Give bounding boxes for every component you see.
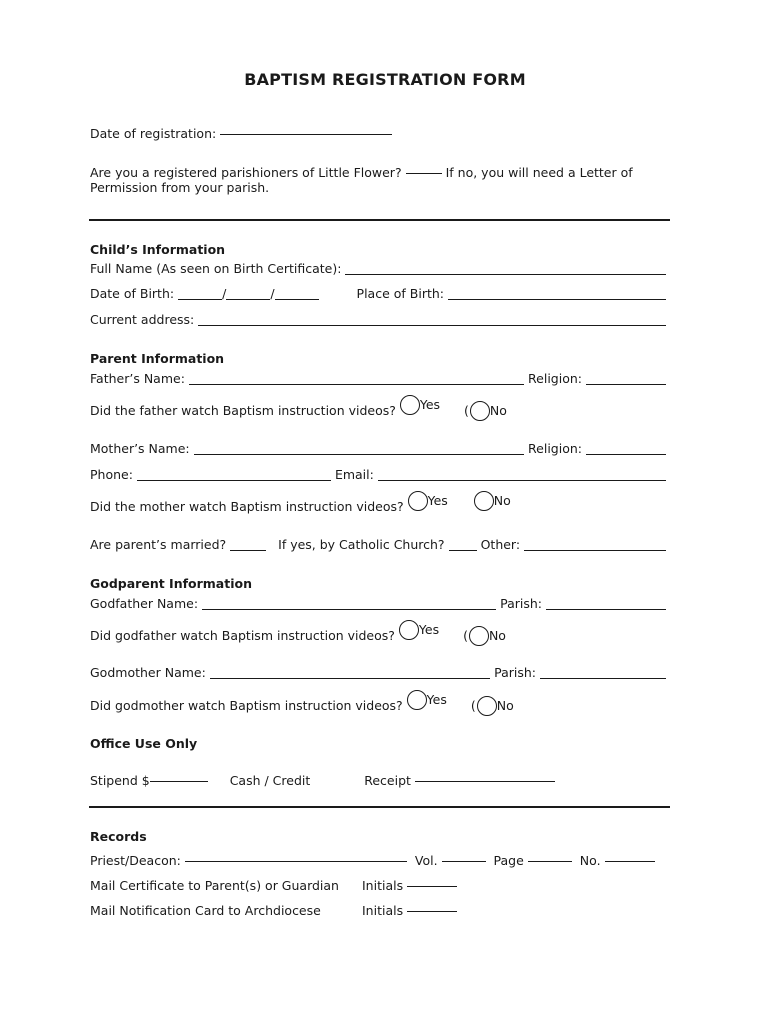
parent-section-header: Parent Information <box>90 351 225 366</box>
dob-label: Date of Birth: <box>90 286 175 301</box>
married-field[interactable] <box>230 537 266 551</box>
vol-field[interactable] <box>442 848 486 862</box>
stipend-field[interactable] <box>150 768 208 782</box>
mother-religion-field[interactable] <box>586 441 666 455</box>
parishioner-question: Are you a registered parishioners of Little Flower? <box>90 165 402 180</box>
mail-card-label: Mail Notification Card to Archdiocese <box>90 903 321 918</box>
records-section-header: Records <box>90 829 147 844</box>
initials-label: Initials <box>362 878 404 893</box>
date-registration-field[interactable] <box>220 121 392 135</box>
radio-circle-icon[interactable] <box>400 395 420 415</box>
mother-name-field[interactable] <box>194 441 524 455</box>
child-full-name-row <box>90 260 670 278</box>
godfather-videos-question: Did godfather watch Baptism instruction videos? <box>90 628 395 643</box>
parishioner-field[interactable] <box>406 160 442 174</box>
phone-field[interactable] <box>137 467 331 481</box>
no-label: No <box>489 403 507 418</box>
place-of-birth-field[interactable] <box>448 286 666 300</box>
radio-circle-icon[interactable] <box>408 491 428 511</box>
yes-label: Yes <box>419 397 441 412</box>
godmother-name-row <box>90 664 670 682</box>
child-section-header: Child’s Information <box>90 242 226 257</box>
mail-cert-label: Mail Certificate to Parent(s) or Guardian <box>90 878 339 893</box>
godfather-videos-no-option[interactable] <box>463 626 506 646</box>
godmother-videos-row <box>90 690 514 716</box>
mail-cert-row <box>90 873 461 895</box>
mother-name-label: Mother’s Name: <box>90 441 190 456</box>
mother-videos-row <box>90 491 511 516</box>
current-address-field[interactable] <box>198 312 666 326</box>
yes-label: Yes <box>418 622 440 637</box>
dob-day-field[interactable] <box>226 286 270 300</box>
stipend-label: Stipend $ <box>90 773 150 788</box>
dob-slash: / <box>270 286 275 301</box>
godmother-videos-yes-option[interactable] <box>407 690 447 710</box>
godfather-videos-yes-option[interactable] <box>399 620 439 640</box>
godmother-parish-field[interactable] <box>540 665 666 679</box>
priest-label: Priest/Deacon: <box>90 853 181 868</box>
father-videos-question: Did the father watch Baptism instruction videos? <box>90 403 396 418</box>
godmother-name-field[interactable] <box>210 665 490 679</box>
godfather-videos-row <box>90 620 506 646</box>
office-section-header: Office Use Only <box>90 736 198 751</box>
dob-month-field[interactable] <box>178 286 222 300</box>
receipt-label: Receipt <box>364 773 411 788</box>
godfather-name-field[interactable] <box>202 596 496 610</box>
dob-slash: / <box>222 286 227 301</box>
no-label: No <box>488 628 506 643</box>
section-divider <box>89 219 670 221</box>
parishioner-tail-line2: Permission from your parish. <box>90 180 270 195</box>
child-dob-row <box>90 285 670 303</box>
married-row <box>90 536 670 554</box>
radio-circle-icon[interactable] <box>399 620 419 640</box>
godfather-parish-field[interactable] <box>546 596 666 610</box>
radio-circle-icon[interactable] <box>407 690 427 710</box>
married-label: Are parent’s married? <box>90 537 227 552</box>
email-field[interactable] <box>378 467 666 481</box>
paren-mark: ( <box>464 403 469 418</box>
date-registration-label: Date of registration: <box>90 126 217 141</box>
no-label: No. <box>579 853 601 868</box>
vol-label: Vol. <box>414 853 438 868</box>
catholic-label: If yes, by Catholic Church? <box>278 537 445 552</box>
radio-circle-icon[interactable] <box>469 626 489 646</box>
godfather-parish-label: Parish: <box>500 596 542 611</box>
father-name-field[interactable] <box>189 371 524 385</box>
father-videos-row <box>90 395 507 421</box>
father-name-label: Father’s Name: <box>90 371 185 386</box>
no-label: No <box>496 698 514 713</box>
email-label: Email: <box>334 467 374 482</box>
full-name-field[interactable] <box>345 261 666 275</box>
godmother-videos-question: Did godmother watch Baptism instruction videos? <box>90 698 403 713</box>
priest-row <box>90 848 659 870</box>
no-label: No <box>493 493 511 508</box>
form-title: BAPTISM REGISTRATION FORM <box>244 70 526 89</box>
page-field[interactable] <box>528 848 572 862</box>
receipt-field[interactable] <box>415 768 555 782</box>
radio-circle-icon[interactable] <box>470 401 490 421</box>
radio-circle-icon[interactable] <box>477 696 497 716</box>
mother-name-row <box>90 440 670 458</box>
godmother-parish-label: Parish: <box>494 665 536 680</box>
mother-videos-question: Did the mother watch Baptism instruction videos? <box>90 499 404 514</box>
place-of-birth-label: Place of Birth: <box>356 286 444 301</box>
godmother-videos-no-option[interactable] <box>471 696 514 716</box>
mother-videos-yes-option[interactable] <box>408 491 448 511</box>
date-registration-row <box>90 121 396 143</box>
father-religion-label: Religion: <box>528 371 582 386</box>
office-row <box>90 768 559 790</box>
other-field[interactable] <box>524 537 666 551</box>
paren-mark: ( <box>470 698 476 713</box>
mail-cert-initials-field[interactable] <box>407 873 457 887</box>
mother-religion-label: Religion: <box>528 441 582 456</box>
father-videos-no-option[interactable] <box>464 401 507 421</box>
other-label: Other: <box>480 537 521 552</box>
current-address-label: Current address: <box>90 312 195 327</box>
paren-mark: ( <box>463 628 468 643</box>
father-name-row <box>90 370 670 388</box>
radio-circle-icon[interactable] <box>474 491 494 511</box>
mail-card-initials-field[interactable] <box>407 898 457 912</box>
phone-email-row <box>90 466 670 484</box>
current-address-row <box>90 311 670 329</box>
godfather-name-label: Godfather Name: <box>90 596 199 611</box>
full-name-label: Full Name (As seen on Birth Certificate): <box>90 261 342 276</box>
page-label: Page <box>493 853 524 868</box>
catholic-field[interactable] <box>449 537 477 551</box>
yes-label: Yes <box>426 692 447 707</box>
no-field[interactable] <box>605 848 655 862</box>
phone-label: Phone: <box>90 467 133 482</box>
father-videos-yes-option[interactable] <box>400 395 440 415</box>
priest-field[interactable] <box>185 848 407 862</box>
godmother-name-label: Godmother Name: <box>90 665 206 680</box>
cash-credit-label: Cash / Credit <box>229 773 311 788</box>
yes-label: Yes <box>427 493 448 508</box>
father-religion-field[interactable] <box>586 371 666 385</box>
godfather-name-row <box>90 595 670 613</box>
mother-videos-no-option[interactable] <box>474 491 511 511</box>
section-divider <box>89 806 670 808</box>
mail-card-row <box>90 898 461 920</box>
godparent-section-header: Godparent Information <box>90 576 252 591</box>
parishioner-tail: If no, you will need a Letter of <box>445 165 633 180</box>
initials-label: Initials <box>362 903 404 918</box>
dob-year-field[interactable] <box>275 286 319 300</box>
